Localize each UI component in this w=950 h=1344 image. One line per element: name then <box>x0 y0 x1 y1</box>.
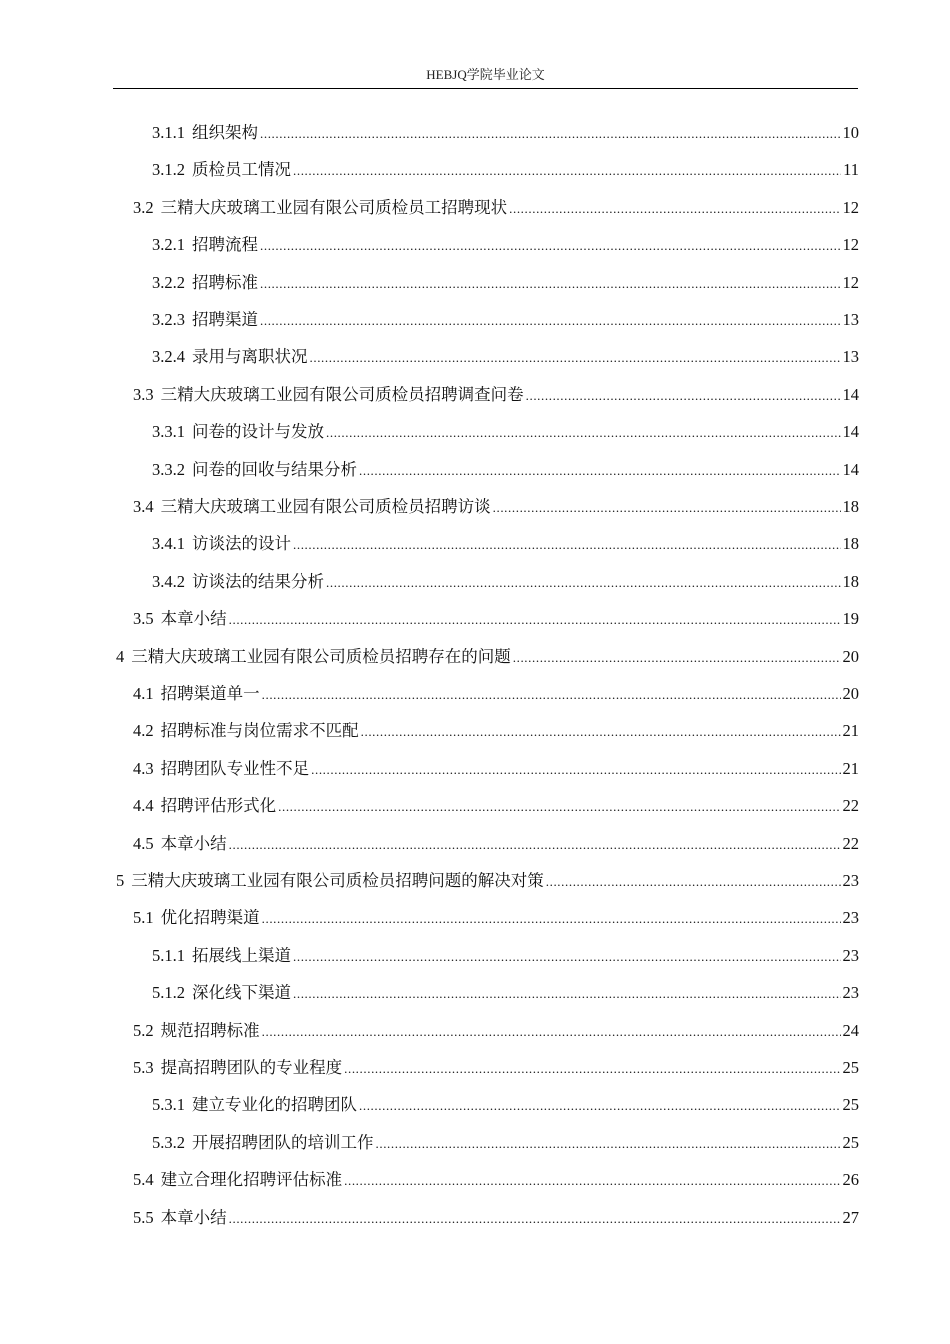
dot-leader <box>526 383 841 408</box>
toc-entry[interactable] <box>152 1093 859 1117</box>
toc-entry[interactable] <box>152 271 859 295</box>
toc-entry-title: 招聘渠道 <box>192 310 258 329</box>
toc-entry-title: 招聘流程 <box>192 235 258 255</box>
toc-entry-title: 本章小结 <box>160 1207 227 1227</box>
dot-leader <box>359 1093 841 1118</box>
toc-entry-page: 14 <box>842 459 859 479</box>
toc-entry-number: 3.2.4 <box>152 347 185 367</box>
toc-entry[interactable] <box>133 757 859 781</box>
toc-entry-page: 20 <box>842 684 859 703</box>
toc-entry-page: 12 <box>842 272 859 292</box>
toc-entry-title: 招聘评估形式化 <box>160 796 277 816</box>
dot-leader <box>509 196 840 221</box>
toc-entry-page: 12 <box>842 235 859 255</box>
toc-entry[interactable] <box>152 233 859 257</box>
toc-entry-page: 26 <box>842 1170 859 1190</box>
toc-entry-page: 18 <box>842 534 859 554</box>
toc-entry-number: 5.1.1 <box>152 945 185 965</box>
toc-entry[interactable] <box>133 906 859 930</box>
toc-entry-number: 5.4 <box>133 1170 154 1190</box>
toc-entry-page: 19 <box>842 609 859 629</box>
toc-entry-title: 建立合理化招聘评估标准 <box>160 1170 343 1190</box>
toc-entry-title: 招聘团队专业性不足 <box>160 758 310 778</box>
toc-entry-title: 拓展线上渠道 <box>192 945 291 965</box>
dot-leader <box>260 271 841 296</box>
toc-entry-page: 13 <box>842 347 859 367</box>
toc-entry-page: 10 <box>842 123 859 142</box>
toc-entry-number: 4.3 <box>133 758 154 778</box>
toc-entry-title: 开展招聘团队的培训工作 <box>192 1132 374 1152</box>
dot-leader <box>229 607 841 632</box>
toc-entry-number: 5.3.1 <box>152 1095 185 1115</box>
toc-entry[interactable] <box>152 1131 859 1155</box>
toc-entry-page: 24 <box>842 1020 859 1040</box>
toc-entry-title: 质检员工情况 <box>192 160 291 180</box>
toc-entry-number: 5.3 <box>133 1058 154 1077</box>
dot-leader <box>311 757 840 782</box>
toc-entry[interactable] <box>152 458 859 482</box>
toc-entry-title: 问卷的回收与结果分析 <box>192 459 357 479</box>
toc-entry-number: 3.1.2 <box>152 160 185 180</box>
toc-entry[interactable] <box>133 1019 859 1043</box>
toc-entry-page: 25 <box>842 1095 859 1115</box>
toc-entry-page: 20 <box>842 646 859 666</box>
toc-entry-number: 4.1 <box>133 684 154 703</box>
toc-entry-page: 25 <box>842 1058 859 1077</box>
dot-leader <box>376 1131 841 1156</box>
toc-entry-title: 三精大庆玻璃工业园有限公司质检员招聘问题的解决对策 <box>131 871 544 890</box>
toc-entry-title: 招聘标准 <box>192 272 258 292</box>
toc-entry[interactable] <box>152 308 859 332</box>
toc-entry[interactable] <box>133 196 859 220</box>
toc-entry[interactable] <box>152 420 859 444</box>
toc-entry-number: 5 <box>116 871 125 890</box>
dot-leader <box>361 719 841 744</box>
dot-leader <box>493 495 841 520</box>
toc-entry-page: 23 <box>842 983 859 1003</box>
toc-entry[interactable] <box>152 158 859 182</box>
toc-entry-number: 5.3.2 <box>152 1132 185 1152</box>
dot-leader <box>293 981 841 1006</box>
dot-leader <box>293 158 841 183</box>
toc-entry-title: 问卷的设计与发放 <box>192 422 324 442</box>
toc-entry-page: 22 <box>842 833 859 853</box>
toc-entry-number: 3.4.2 <box>152 571 185 591</box>
toc-entry-page: 14 <box>842 422 859 442</box>
dot-leader <box>513 645 841 670</box>
toc-entry[interactable] <box>152 532 859 556</box>
toc-entry-page: 18 <box>842 571 859 591</box>
toc-entry-page: 23 <box>842 908 859 928</box>
toc-entry-number: 4.5 <box>133 833 154 853</box>
dot-leader <box>278 794 840 819</box>
dot-leader <box>260 121 841 146</box>
toc-entry-page: 14 <box>842 384 859 404</box>
toc-entry-title: 三精大庆玻璃工业园有限公司质检员招聘调查问卷 <box>160 384 524 404</box>
toc-entry[interactable] <box>133 1056 859 1080</box>
dot-leader <box>293 944 841 969</box>
toc-entry[interactable] <box>116 869 859 893</box>
toc-entry[interactable] <box>133 383 859 407</box>
dot-leader <box>262 906 841 931</box>
toc-entry[interactable] <box>133 719 859 743</box>
toc-entry-title: 提高招聘团队的专业程度 <box>160 1058 343 1077</box>
toc-entry-number: 4.4 <box>133 796 154 816</box>
toc-entry-number: 4 <box>116 646 125 666</box>
toc-entry-number: 5.2 <box>133 1020 154 1040</box>
dot-leader <box>293 532 841 557</box>
dot-leader <box>326 420 841 445</box>
toc-entry[interactable] <box>152 981 859 1005</box>
dot-leader <box>229 1206 841 1231</box>
toc-entry[interactable] <box>133 832 859 856</box>
toc-entry-title: 招聘渠道单一 <box>160 684 260 703</box>
toc-entry-number: 3.3.1 <box>152 422 185 442</box>
dot-leader <box>260 233 841 258</box>
dot-leader <box>344 1056 840 1081</box>
toc-entry-title: 访谈法的结果分析 <box>192 571 324 591</box>
toc-entry[interactable] <box>133 1206 859 1230</box>
toc-entry-title: 深化线下渠道 <box>192 983 291 1003</box>
toc-entry-number: 3.1.1 <box>152 123 185 142</box>
toc-entry-page: 23 <box>842 871 859 890</box>
toc-entry[interactable] <box>116 645 859 669</box>
toc-entry-number: 3.2.1 <box>152 235 185 255</box>
toc-entry-page: 22 <box>842 796 859 816</box>
dot-leader <box>310 345 841 370</box>
toc-entry[interactable] <box>152 570 859 594</box>
toc-entry-title: 规范招聘标准 <box>160 1020 260 1040</box>
dot-leader <box>359 458 841 483</box>
toc-entry-number: 5.5 <box>133 1207 154 1227</box>
toc-entry-number: 3.2 <box>133 197 154 217</box>
toc-entry-number: 4.2 <box>133 721 154 741</box>
dot-leader <box>344 1168 840 1193</box>
toc-entry-title: 三精大庆玻璃工业园有限公司质检员招聘存在的问题 <box>131 646 511 666</box>
toc-entry-number: 3.2.2 <box>152 272 185 292</box>
dot-leader <box>546 869 841 894</box>
toc-entry-title: 本章小结 <box>160 609 227 629</box>
toc-entry-number: 3.5 <box>133 609 154 629</box>
toc-entry-page: 13 <box>842 310 859 329</box>
toc-entry-number: 5.1.2 <box>152 983 185 1003</box>
toc-entry-title: 建立专业化的招聘团队 <box>192 1095 357 1115</box>
dot-leader <box>260 308 841 333</box>
toc-entry[interactable] <box>133 682 859 706</box>
toc-entry-title: 招聘标准与岗位需求不匹配 <box>160 721 359 741</box>
toc-entry[interactable] <box>133 1168 859 1192</box>
toc-entry[interactable] <box>152 121 859 145</box>
toc-entry[interactable] <box>133 607 859 631</box>
toc-entry-title: 本章小结 <box>160 833 227 853</box>
toc-entry[interactable] <box>133 794 859 818</box>
toc-entry-title: 录用与离职状况 <box>192 347 308 367</box>
toc-entry-page: 12 <box>842 197 859 217</box>
toc-entry-title: 三精大庆玻璃工业园有限公司质检员招聘访谈 <box>160 497 491 516</box>
dot-leader <box>326 570 841 595</box>
page-header: HEBJQ学院毕业论文 <box>426 67 545 82</box>
toc-entry-page: 18 <box>842 497 859 516</box>
toc-entry-page: 11 <box>843 160 859 180</box>
dot-leader <box>262 1019 841 1044</box>
toc-entry-number: 5.1 <box>133 908 154 928</box>
toc-entry-page: 21 <box>842 758 859 778</box>
toc-entry-title: 三精大庆玻璃工业园有限公司质检员工招聘现状 <box>160 197 508 217</box>
toc-entry-number: 3.3 <box>133 384 154 404</box>
toc-entry-page: 21 <box>842 721 859 741</box>
toc-entry[interactable] <box>133 495 859 519</box>
toc-entry-title: 访谈法的设计 <box>192 534 291 554</box>
toc-entry[interactable] <box>152 944 859 968</box>
toc-entry-title: 组织架构 <box>192 123 258 142</box>
dot-leader <box>262 682 841 707</box>
toc-entry[interactable] <box>152 345 859 369</box>
dot-leader <box>229 832 841 857</box>
toc-entry-number: 3.4.1 <box>152 534 185 554</box>
toc-entry-number: 3.3.2 <box>152 459 185 479</box>
toc-entry-number: 3.2.3 <box>152 310 185 329</box>
toc-entry-number: 3.4 <box>133 497 154 516</box>
toc-entry-title: 优化招聘渠道 <box>160 908 260 928</box>
toc-entry-page: 27 <box>842 1207 859 1227</box>
toc-entry-page: 23 <box>842 945 859 965</box>
header-divider <box>113 88 858 89</box>
toc-entry-page: 25 <box>842 1132 859 1152</box>
